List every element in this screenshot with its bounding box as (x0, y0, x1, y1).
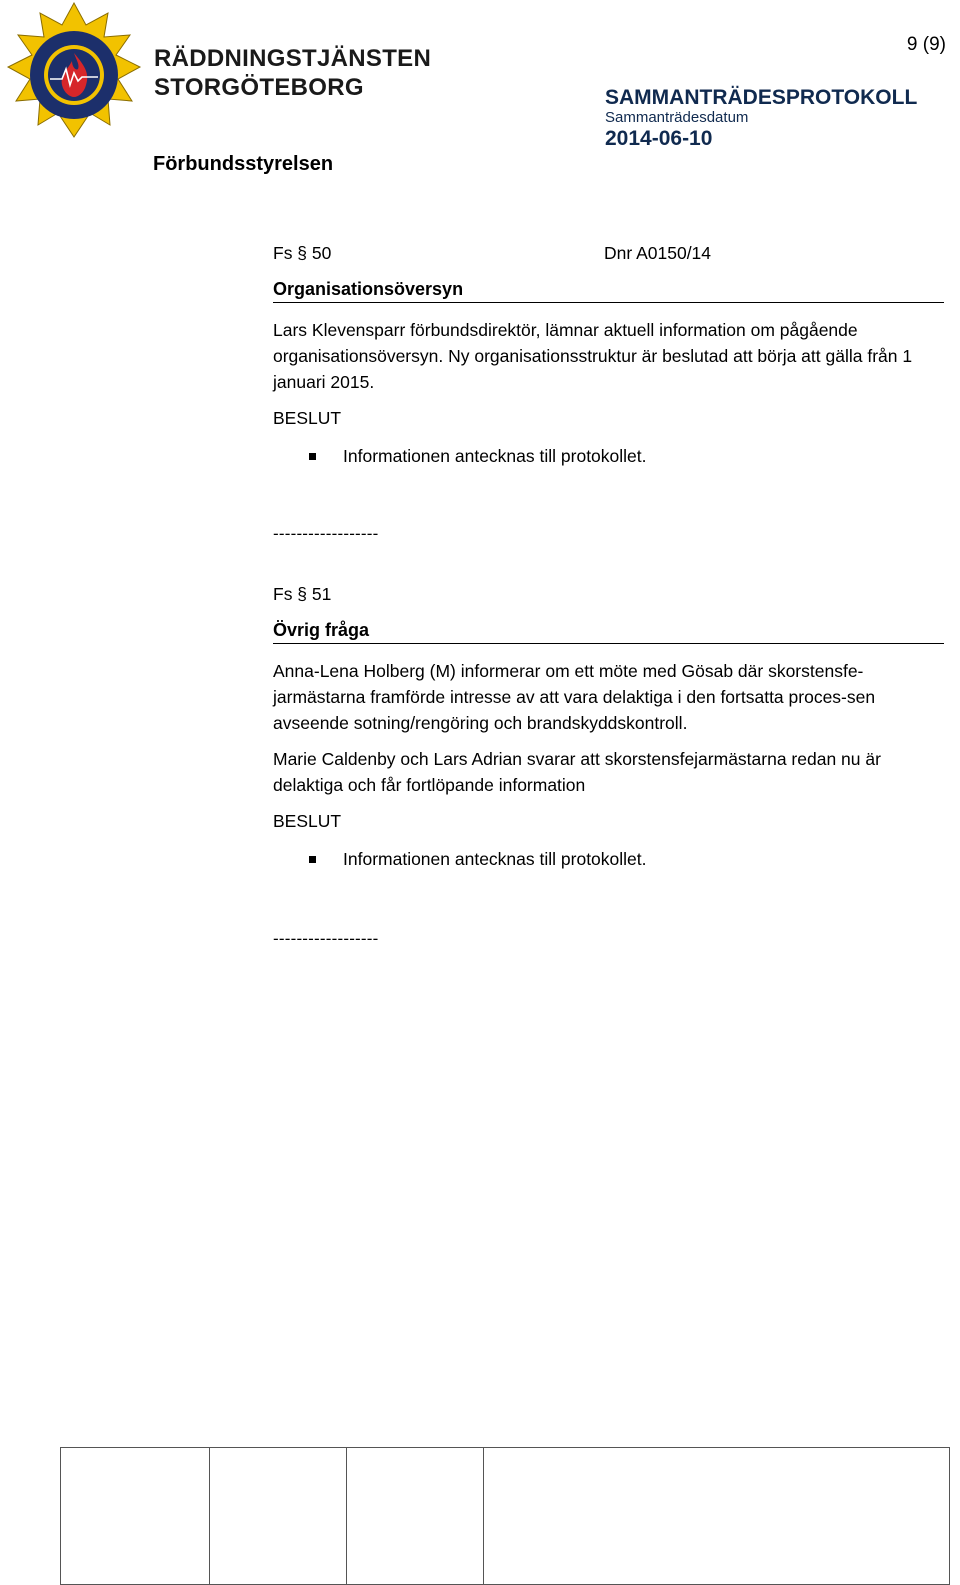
signature-cell (61, 1448, 210, 1585)
protocol-title: SAMMANTRÄDESPROTOKOLL (605, 86, 918, 109)
signature-cell (347, 1448, 484, 1585)
signature-cell (484, 1448, 950, 1585)
organization-name-line2: STORGÖTEBORG (154, 74, 364, 101)
diary-number: Dnr A0150/14 (604, 243, 712, 263)
section-fs50 (273, 243, 944, 469)
board-name: Förbundsstyrelsen (153, 153, 334, 175)
organization-name (154, 44, 431, 102)
section-paragraph: Marie Caldenby och Lars Adrian svarar att skorstensfejarmästarna redan nu är delaktiga och får fortlöpande information (273, 749, 881, 795)
section-separator: ------------------ (273, 524, 379, 543)
section-heading: Övrig fråga (273, 620, 944, 644)
section-number: Fs § 51 (273, 584, 332, 604)
organization-name-line1: RÄDDNINGSTJÄNSTEN (154, 45, 432, 72)
section-separator: ------------------ (273, 929, 379, 948)
section-paragraph: Anna-Lena Holberg (M) informerar om ett möte med Gösab där skorstensfe-jarmästarna framförde intresse av att vara delaktiga i den fortsatta proces-sen avseende sotning/rengöring och brandskyddskontroll. (273, 661, 876, 733)
section-paragraph: Lars Klevensparr förbundsdirektör, lämnar aktuell information om pågående organisationsöversyn. Ny organisationsstruktur är beslutad att börja att gälla från 1 januari 2015. (273, 320, 913, 392)
decision-item (273, 443, 944, 469)
section-reference-line (273, 584, 944, 610)
organization-logo (4, 2, 144, 148)
meeting-date: 2014-06-10 (605, 127, 713, 150)
decision-label: BESLUT (273, 811, 342, 831)
date-label: Sammanträdesdatum (605, 109, 749, 126)
decision-item (273, 846, 944, 872)
decision-label: BESLUT (273, 408, 342, 428)
decision-text: Informationen antecknas till protokollet. (343, 446, 647, 466)
bullet-square-icon (309, 856, 316, 863)
page-number: 9 (9) (906, 34, 946, 55)
signature-cell (210, 1448, 347, 1585)
section-fs51 (273, 584, 944, 872)
bullet-square-icon (309, 453, 316, 460)
section-heading: Organisationsöversyn (273, 279, 944, 303)
section-number: Fs § 50 (273, 243, 332, 263)
section-reference-line (273, 243, 944, 269)
decision-text: Informationen antecknas till protokollet. (343, 849, 647, 869)
signature-table (60, 1447, 950, 1585)
